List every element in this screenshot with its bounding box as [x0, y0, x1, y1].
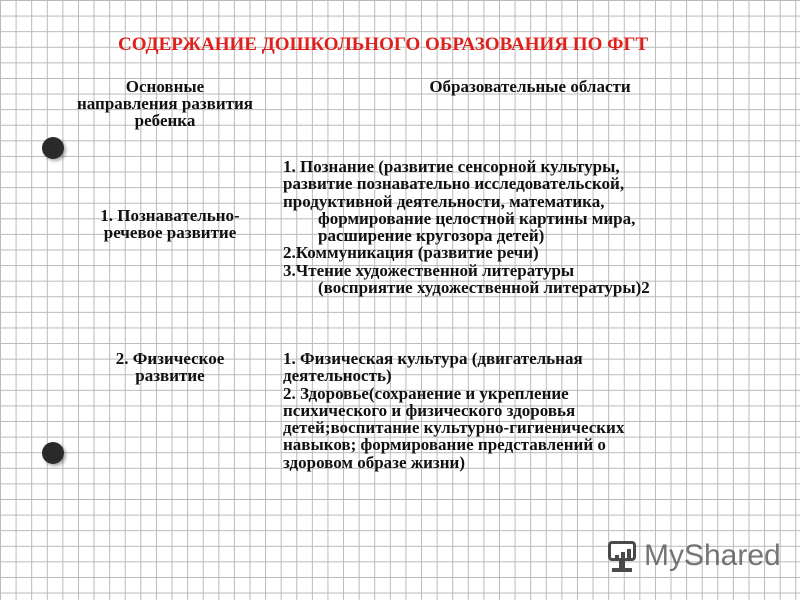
direction-line: речевое развитие — [103, 223, 237, 242]
header-directions-line: Основные — [125, 77, 205, 96]
area-line: здоровом образе жизни) — [283, 452, 466, 472]
header-directions-line: ребенка — [134, 111, 196, 130]
area-line: 3.Чтение художественной литературы — [283, 260, 575, 280]
slide-title: СОДЕРЖАНИЕ ДОШКОЛЬНОГО ОБРАЗОВАНИЯ ПО ФГТ — [118, 34, 649, 55]
header-areas: Образовательные области — [429, 77, 631, 96]
bullet-dot-icon — [42, 442, 64, 464]
area-line: психического и физического здоровья — [283, 400, 576, 420]
areas-physical — [283, 350, 783, 471]
header-directions-line: направления развития — [76, 94, 253, 113]
area-line: 1. Физическая культура (двигательная — [283, 349, 583, 368]
area-line: (восприятие художественной литературы)2 — [318, 278, 650, 298]
areas-cognitive-speech — [283, 158, 783, 296]
direction-line: развитие — [135, 366, 205, 385]
area-line: формирование целостной картины мира, — [318, 208, 636, 228]
area-line: 1. Познание (развитие сенсорной культуры, — [283, 157, 620, 176]
area-line: деятельность) — [283, 366, 392, 386]
myshared-logo — [606, 536, 781, 576]
area-line: расширение кругозора детей) — [318, 226, 545, 246]
area-line: 2.Коммуникация (развитие речи) — [283, 243, 539, 263]
direction-cognitive-speech — [40, 207, 300, 241]
area-line: детей;воспитание культурно-гигиенических — [283, 418, 625, 438]
area-line: продуктивной деятельности, математика, — [283, 191, 605, 211]
monitor-chart-icon — [606, 539, 640, 573]
direction-physical — [40, 350, 300, 384]
area-line: 2. Здоровье(сохранение и укрепление — [283, 383, 569, 403]
direction-line: 2. Физическое — [115, 349, 225, 368]
bullet-dot-icon — [42, 137, 64, 159]
area-line: развитие познавательно исследовательской, — [283, 174, 625, 194]
logo-text: MyShared — [644, 539, 781, 572]
area-line: навыков; формирование представлений о — [283, 435, 606, 455]
direction-line: 1. Познавательно- — [100, 206, 240, 225]
header-directions — [40, 78, 290, 129]
